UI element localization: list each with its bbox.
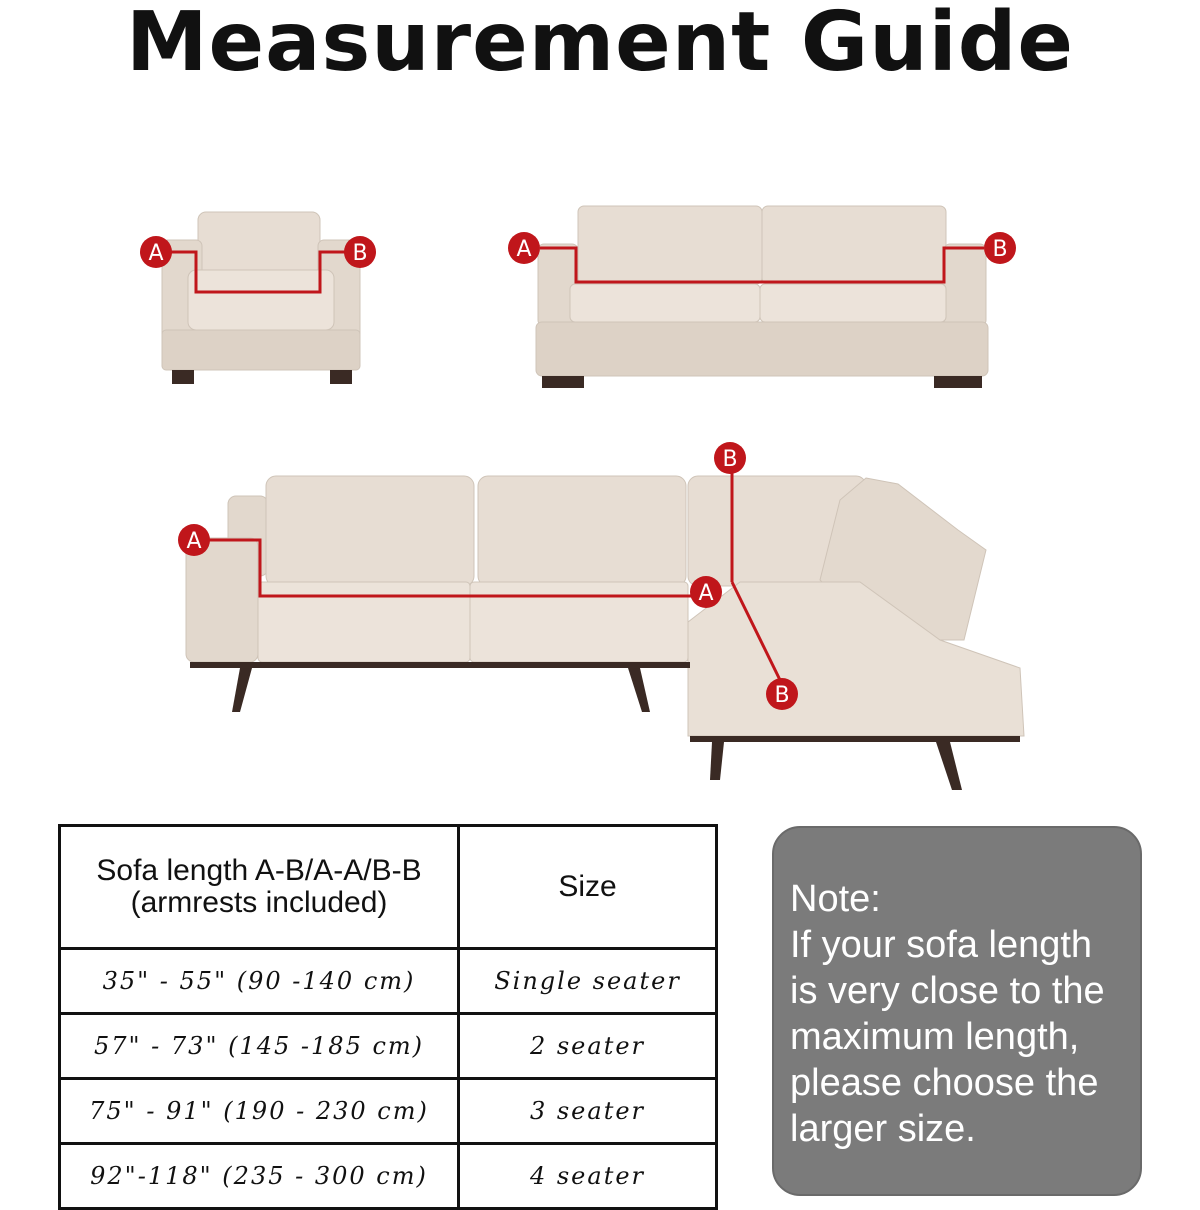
row-length: 35" - 55" (90 -140 cm)	[60, 949, 459, 1014]
marker-a-armchair	[140, 236, 172, 268]
header-size: Size	[459, 826, 717, 949]
marker-b-sofa	[984, 232, 1016, 264]
size-table	[58, 824, 718, 1210]
table-row	[60, 1014, 717, 1079]
svg-text:A: A	[148, 241, 164, 266]
table-header-row	[60, 826, 717, 949]
marker-b-sectional-top	[714, 442, 746, 474]
marker-a-sofa	[508, 232, 540, 264]
row-length: 92"-118" (235 - 300 cm)	[60, 1144, 459, 1209]
svg-text:B: B	[992, 237, 1008, 262]
page-title: Measurement Guide	[125, 0, 1075, 90]
marker-a-sectional-left	[178, 524, 210, 556]
note-heading: Note:	[790, 878, 881, 920]
table-row	[60, 1079, 717, 1144]
row-size: 3 seater	[459, 1079, 717, 1144]
three-seater-illustration	[536, 206, 988, 388]
row-length: 75" - 91" (190 - 230 cm)	[60, 1079, 459, 1144]
svg-text:B: B	[352, 241, 368, 266]
note-body: If your sofa length is very close to the maximum length, please choose the larger size.	[790, 924, 1105, 1150]
marker-a-sectional-corner	[690, 576, 722, 608]
note-box	[772, 826, 1142, 1196]
table-row	[60, 1144, 717, 1209]
svg-text:A: A	[516, 237, 532, 262]
row-size: 4 seater	[459, 1144, 717, 1209]
header-length-note: (armrests included)	[130, 886, 388, 919]
svg-text:A: A	[698, 581, 714, 606]
header-length	[60, 826, 459, 949]
row-size: 2 seater	[459, 1014, 717, 1079]
header-length-label: Sofa length A-B/A-A/B-B	[96, 854, 422, 887]
svg-text:B: B	[774, 683, 790, 708]
row-size: Single seater	[459, 949, 717, 1014]
sofa-measurement-illustrations	[0, 140, 1200, 800]
table-row	[60, 949, 717, 1014]
marker-b-armchair	[344, 236, 376, 268]
armchair-illustration	[162, 212, 360, 384]
svg-text:B: B	[722, 447, 738, 472]
row-length: 57" - 73" (145 -185 cm)	[60, 1014, 459, 1079]
sectional-illustration	[186, 476, 1024, 790]
svg-text:A: A	[186, 529, 202, 554]
marker-b-sectional-bottom	[766, 678, 798, 710]
